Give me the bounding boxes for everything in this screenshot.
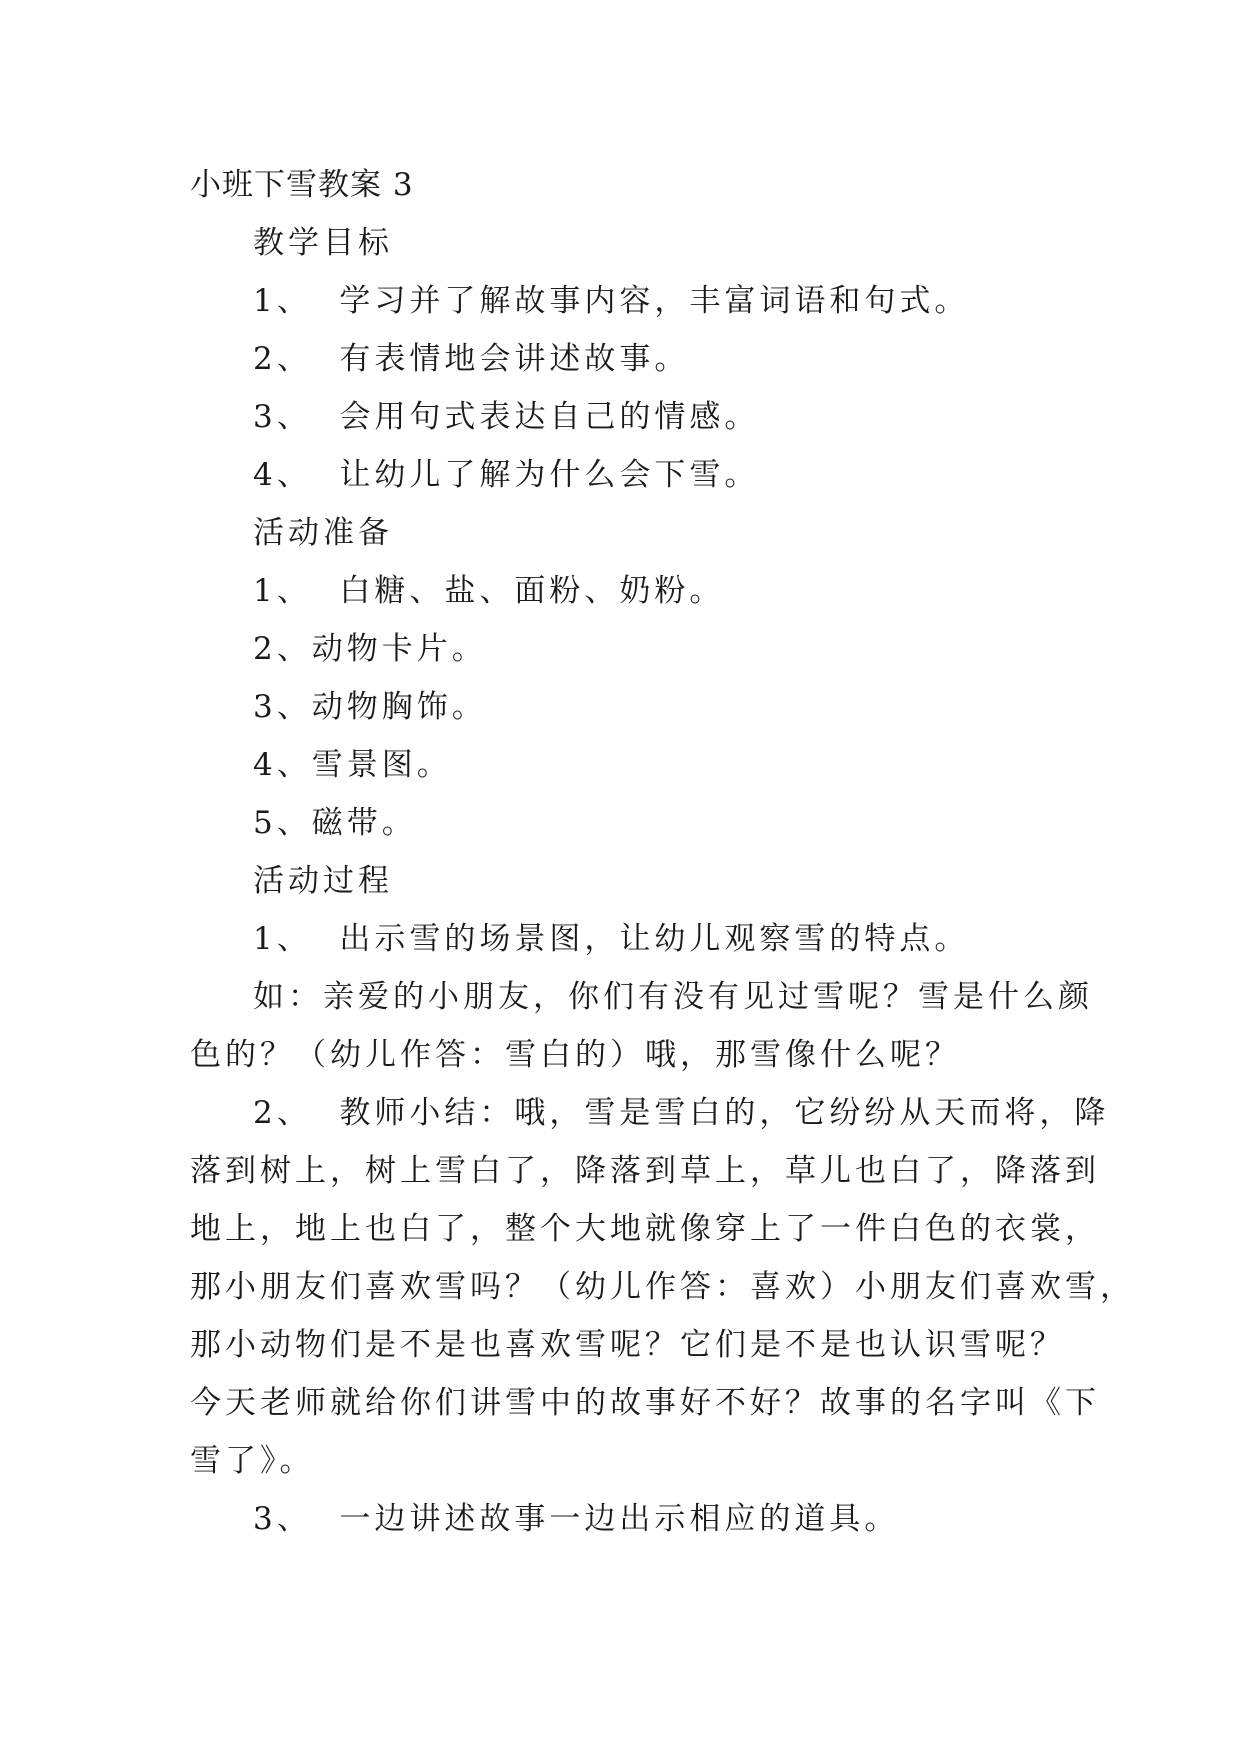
paragraph-line: 那小朋友们喜欢雪吗？（幼儿作答：喜欢）小朋友们喜欢雪， bbox=[190, 1269, 1135, 1305]
prep-item-5: 5、磁带。 bbox=[253, 805, 417, 841]
paragraph-line: 落到树上，树上雪白了，降落到草上，草儿也白了，降落到 bbox=[190, 1153, 1100, 1189]
goal-item-1: 1、 学习并了解故事内容，丰富词语和句式。 bbox=[253, 283, 970, 319]
section-heading-preparation: 活动准备 bbox=[253, 515, 393, 551]
paragraph-line: 如：亲爱的小朋友，你们有没有见过雪呢？雪是什么颜 bbox=[253, 979, 1093, 1015]
prep-item-3: 3、动物胸饰。 bbox=[253, 689, 487, 725]
prep-item-2: 2、动物卡片。 bbox=[253, 631, 487, 667]
prep-item-1: 1、 白糖、盐、面粉、奶粉。 bbox=[253, 573, 725, 609]
paragraph-line: 今天老师就给你们讲雪中的故事好不好？故事的名字叫《下 bbox=[190, 1385, 1100, 1421]
paragraph-line: 地上，地上也白了，整个大地就像穿上了一件白色的衣裳， bbox=[190, 1211, 1100, 1247]
paragraph-line: 雪了》。 bbox=[190, 1443, 315, 1479]
process-item-3: 3、 一边讲述故事一边出示相应的道具。 bbox=[253, 1501, 900, 1537]
goal-item-4: 4、 让幼儿了解为什么会下雪。 bbox=[253, 457, 760, 493]
paragraph-line: 色的？（幼儿作答：雪白的）哦，那雪像什么呢？ bbox=[190, 1037, 960, 1073]
process-item-1: 1、 出示雪的场景图，让幼儿观察雪的特点。 bbox=[253, 921, 970, 957]
document-title: 小班下雪教案 3 bbox=[190, 167, 414, 203]
prep-item-4: 4、雪景图。 bbox=[253, 747, 452, 783]
process-item-2: 2、 教师小结：哦，雪是雪白的，它纷纷从天而将，降 bbox=[253, 1095, 1110, 1131]
section-heading-process: 活动过程 bbox=[253, 863, 393, 899]
goal-item-3: 3、 会用句式表达自己的情感。 bbox=[253, 399, 760, 435]
section-heading-goals: 教学目标 bbox=[253, 225, 393, 261]
paragraph-line: 那小动物们是不是也喜欢雪呢？它们是不是也认识雪呢？ bbox=[190, 1327, 1065, 1363]
goal-item-2: 2、 有表情地会讲述故事。 bbox=[253, 341, 690, 377]
